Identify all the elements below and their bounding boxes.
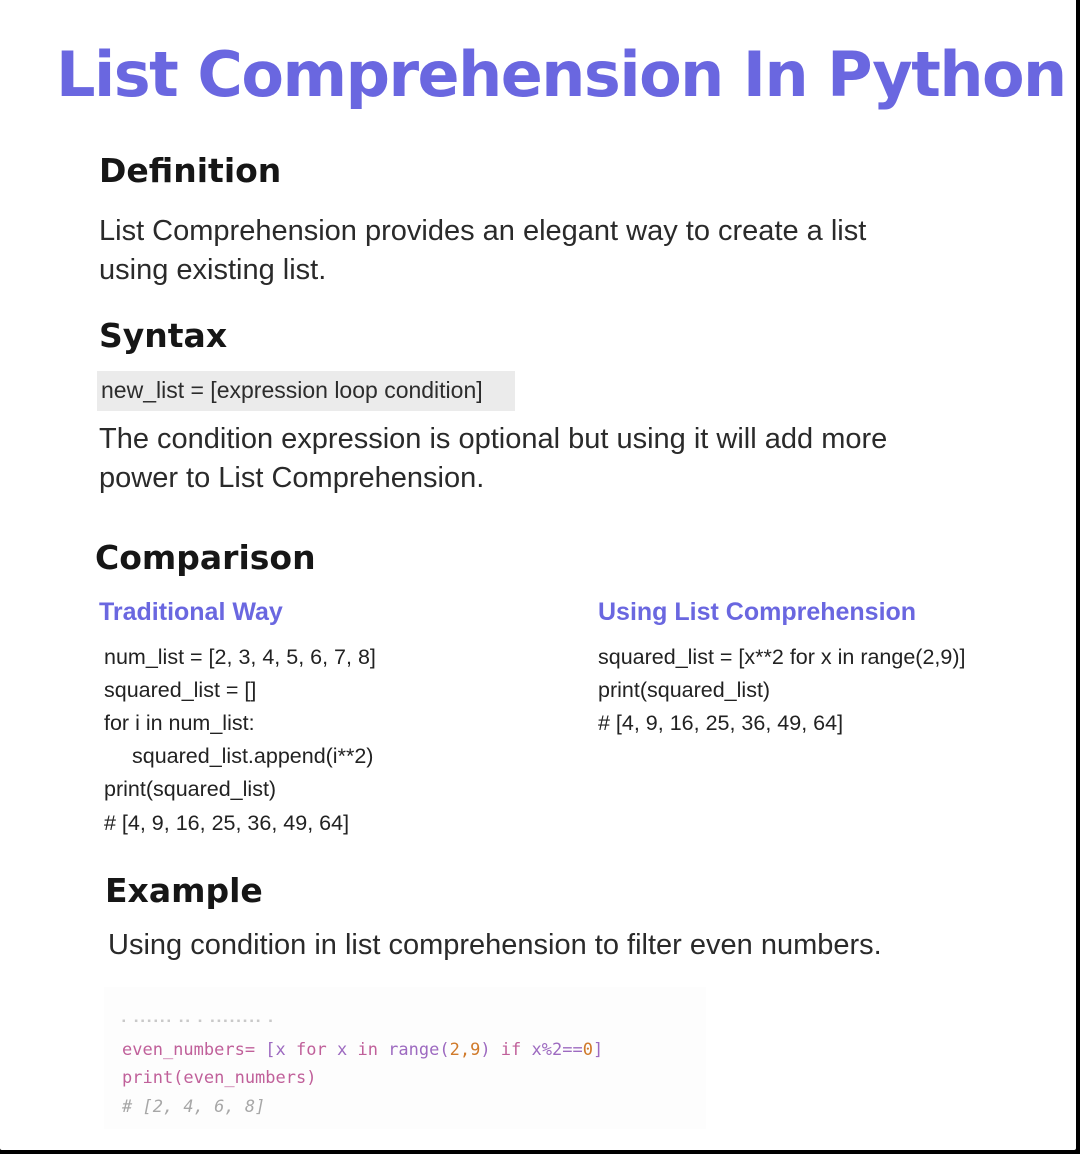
- example-text: Using condition in list comprehension to filter even numbers.: [108, 929, 882, 961]
- traditional-code-line: squared_list.append(i**2): [132, 744, 374, 768]
- definition-line-2: using existing list.: [99, 254, 327, 286]
- code-token: 0: [582, 1040, 593, 1060]
- example-heading: Example: [105, 871, 263, 910]
- example-code-line-1: [122, 1040, 603, 1060]
- example-code-line-3: # [2, 4, 6, 8]: [122, 1097, 266, 1117]
- code-token: for: [296, 1040, 327, 1060]
- traditional-code-line: num_list = [2, 3, 4, 5, 6, 7, 8]: [104, 645, 376, 669]
- code-token: range(: [377, 1040, 450, 1060]
- traditional-heading: Traditional Way: [99, 598, 283, 626]
- comparison-heading: Comparison: [95, 538, 316, 577]
- definition-heading: Definition: [99, 151, 282, 190]
- code-token: ): [480, 1040, 501, 1060]
- example-code-line-2: print(even_numbers): [122, 1068, 317, 1088]
- faded-code-comment: ▪ ▪▪▪▪▪▪ ▪▪ ▪ ▪▪▪▪▪▪▪▪ ▪: [122, 1016, 276, 1024]
- syntax-code: new_list = [expression loop condition]: [101, 377, 483, 403]
- traditional-code-line: # [4, 9, 16, 25, 36, 49, 64]: [104, 811, 350, 835]
- comprehension-code-line: print(squared_list): [598, 678, 771, 702]
- comprehension-code-line: squared_list = [x**2 for x in range(2,9)]: [598, 645, 966, 669]
- comprehension-code-line: # [4, 9, 16, 25, 36, 49, 64]: [598, 711, 844, 735]
- definition-line-1: List Comprehension provides an elegant way to create a list: [99, 215, 867, 247]
- code-token: if: [500, 1040, 522, 1060]
- code-token: 2,9: [449, 1040, 481, 1060]
- traditional-code-line: squared_list = []: [104, 678, 257, 702]
- comprehension-heading: Using List Comprehension: [598, 598, 917, 626]
- code-token: ]: [592, 1040, 604, 1060]
- code-token: in: [357, 1040, 378, 1060]
- code-token: [x: [255, 1040, 297, 1060]
- code-token: x%2==: [521, 1040, 583, 1060]
- traditional-code-line: for i in num_list:: [104, 711, 255, 735]
- page-title: List Comprehension In Python: [56, 38, 1066, 111]
- syntax-line-2: power to List Comprehension.: [99, 462, 485, 494]
- syntax-heading: Syntax: [99, 316, 228, 355]
- code-token: x: [326, 1040, 358, 1060]
- syntax-line-1: The condition expression is optional but using it will add more: [99, 423, 888, 455]
- code-token: even_numbers=: [122, 1040, 256, 1060]
- traditional-code-line: print(squared_list): [104, 777, 277, 801]
